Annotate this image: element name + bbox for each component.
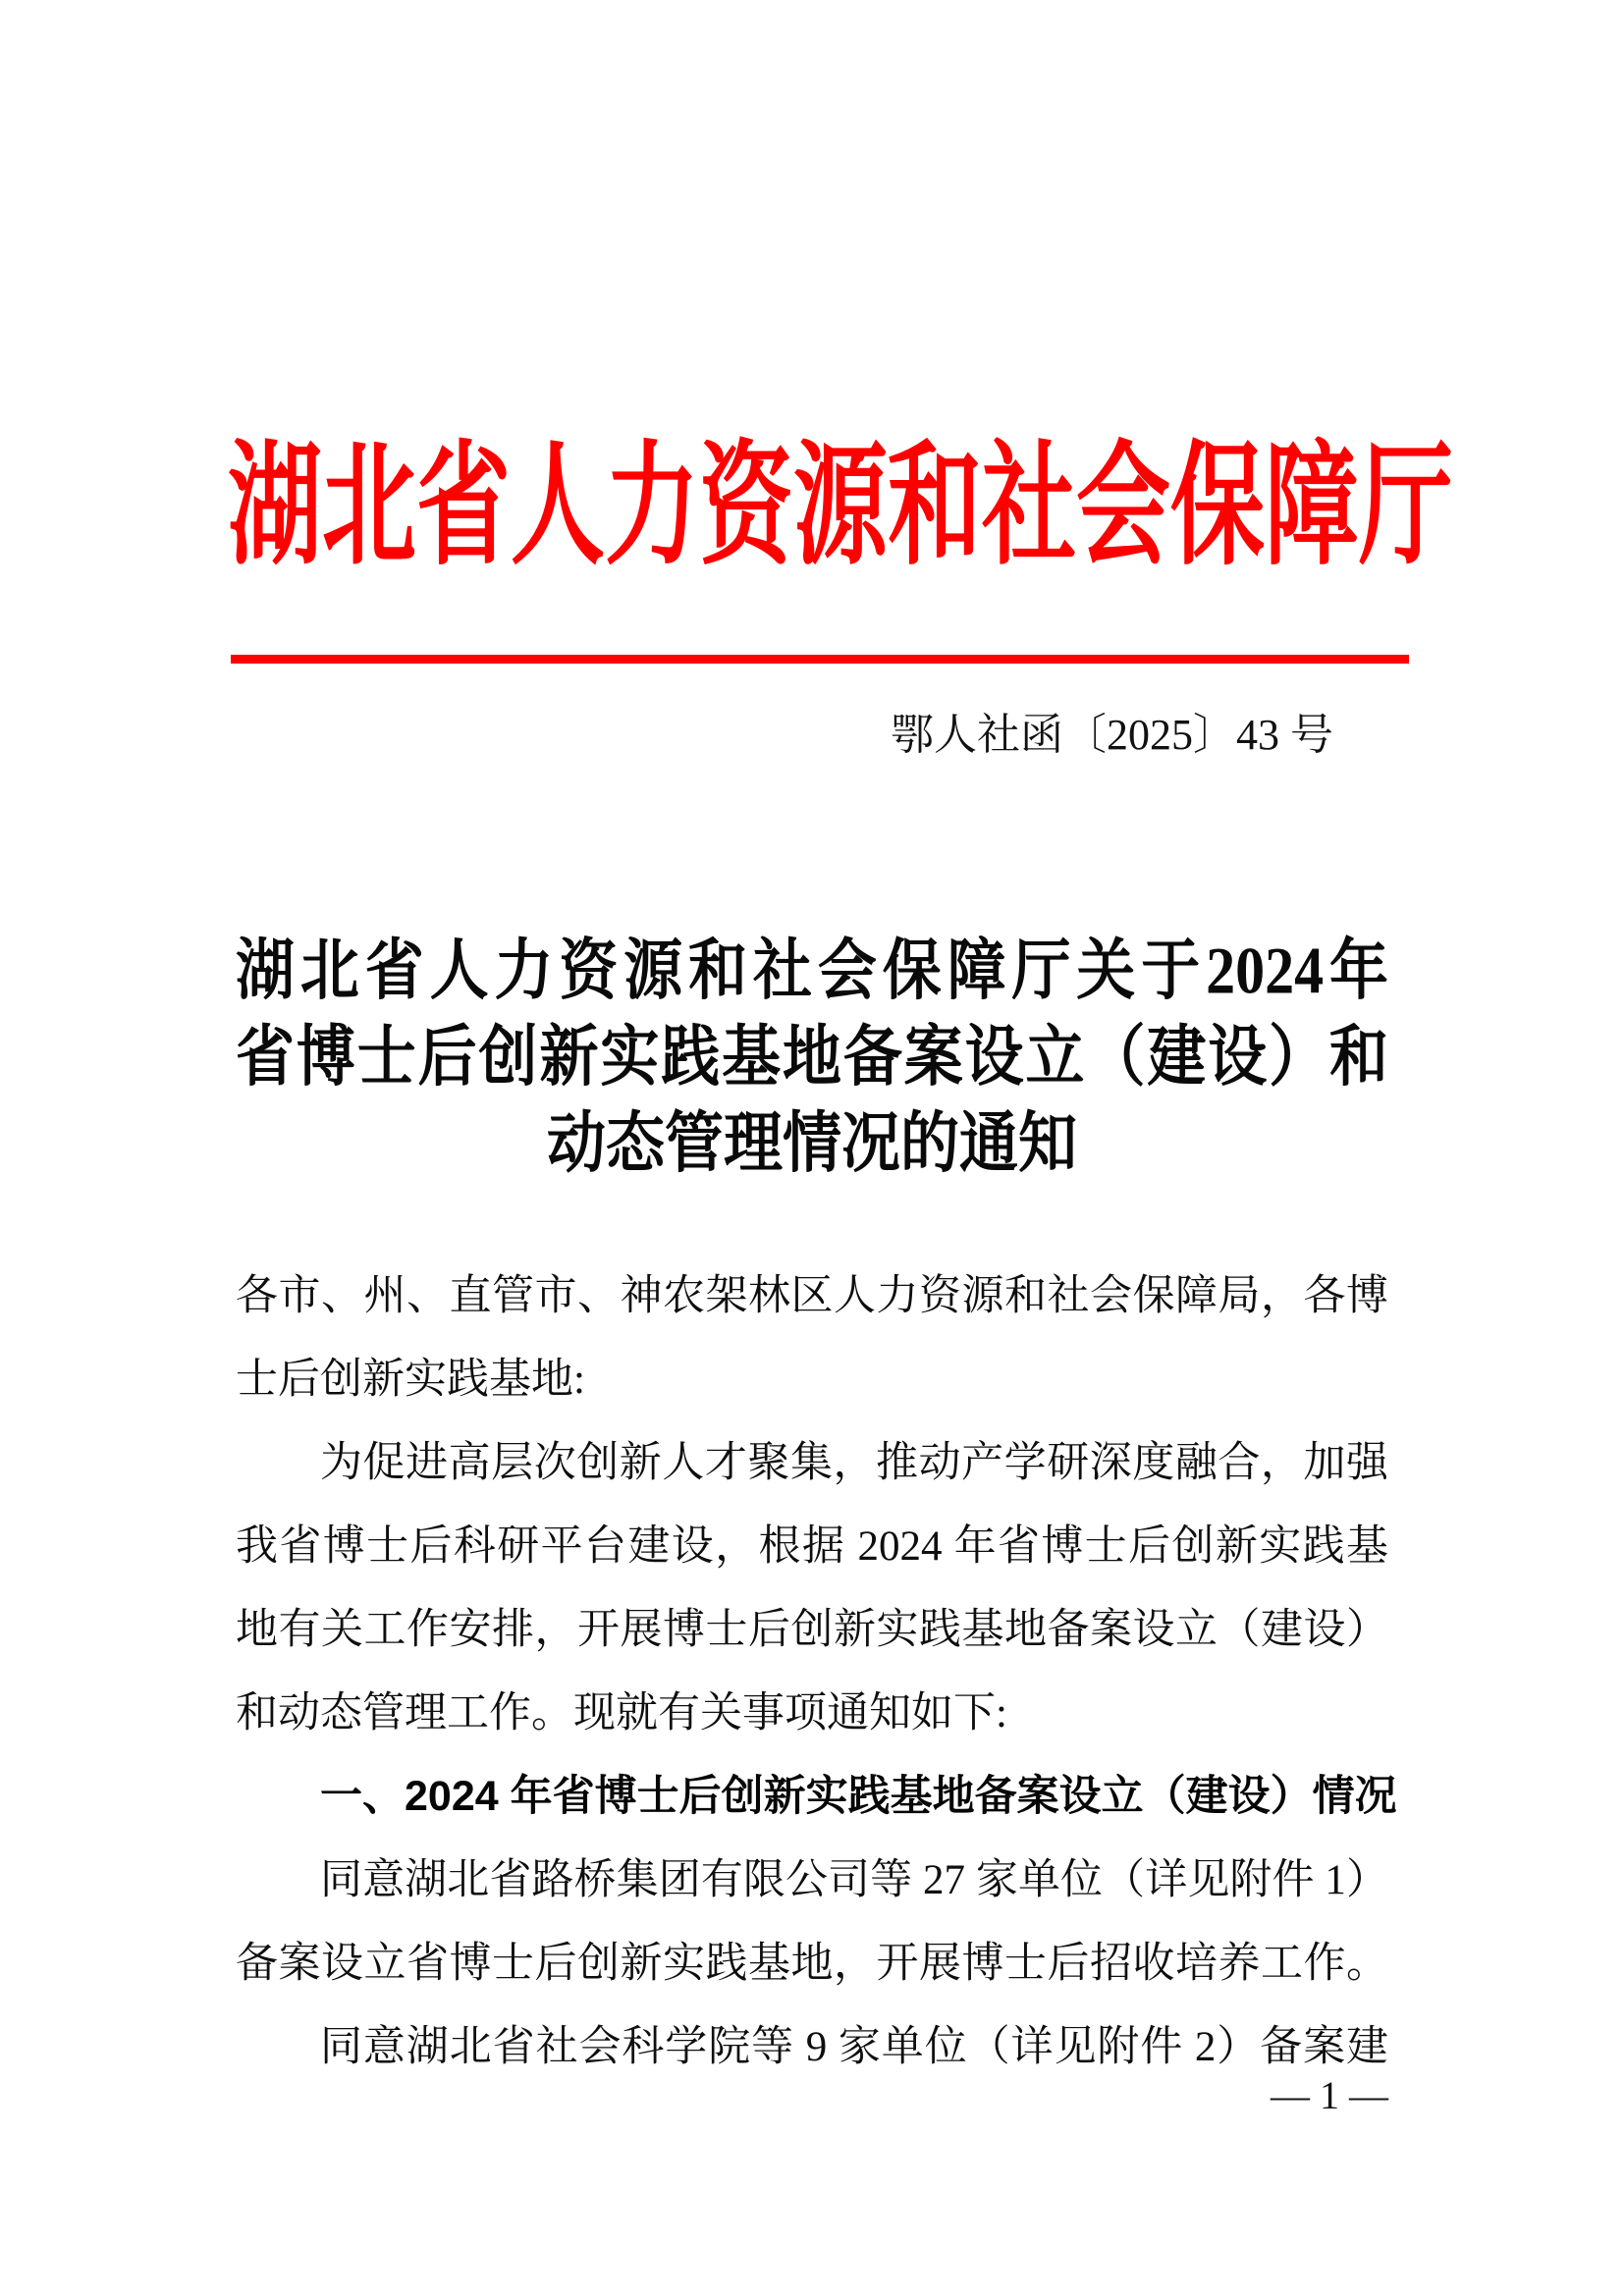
notice-title-line-2: 省博士后创新实践基地备案设立（建设）和	[236, 1020, 1388, 1095]
notice-title-line-3: 动态管理情况的通知	[547, 1106, 1077, 1181]
letterhead-title: 湖北省人力资源和社会保障厅	[228, 431, 1453, 581]
red-divider-rule	[231, 655, 1409, 664]
notice-title	[236, 928, 1388, 1187]
body-line: 同意湖北省路桥集团有限公司等 27 家单位（详见附件 1）	[320, 1857, 1388, 1903]
page-number: — 1 —	[1271, 2073, 1388, 2117]
body-line: 和动态管理工作。现就有关事项通知如下:	[236, 1690, 1007, 1736]
body-text	[236, 1255, 1397, 2089]
body-line: 同意湖北省社会科学院等 9 家单位（详见附件 2）备案建	[320, 2024, 1388, 2070]
body-line: 我省博士后科研平台建设，根据 2024 年省博士后创新实践基	[236, 1523, 1388, 1570]
notice-title-line-1: 湖北省人力资源和社会保障厅关于2024年	[236, 934, 1388, 1008]
document-number: 鄂人社函〔2025〕43 号	[891, 711, 1333, 759]
body-section-heading: 一、2024 年省博士后创新实践基地备案设立（建设）情况	[320, 1773, 1397, 1820]
body-line: 备案设立省博士后创新实践基地，开展博士后招收培养工作。	[236, 1941, 1388, 1987]
body-line: 各市、州、直管市、神农架林区人力资源和社会保障局，各博	[236, 1273, 1388, 1319]
body-line: 为促进高层次创新人才聚集，推动产学研深度融合，加强	[320, 1440, 1388, 1486]
body-line: 地有关工作安排，开展博士后创新实践基地备案设立（建设）	[236, 1607, 1388, 1653]
body-line: 士后创新实践基地:	[236, 1357, 585, 1403]
